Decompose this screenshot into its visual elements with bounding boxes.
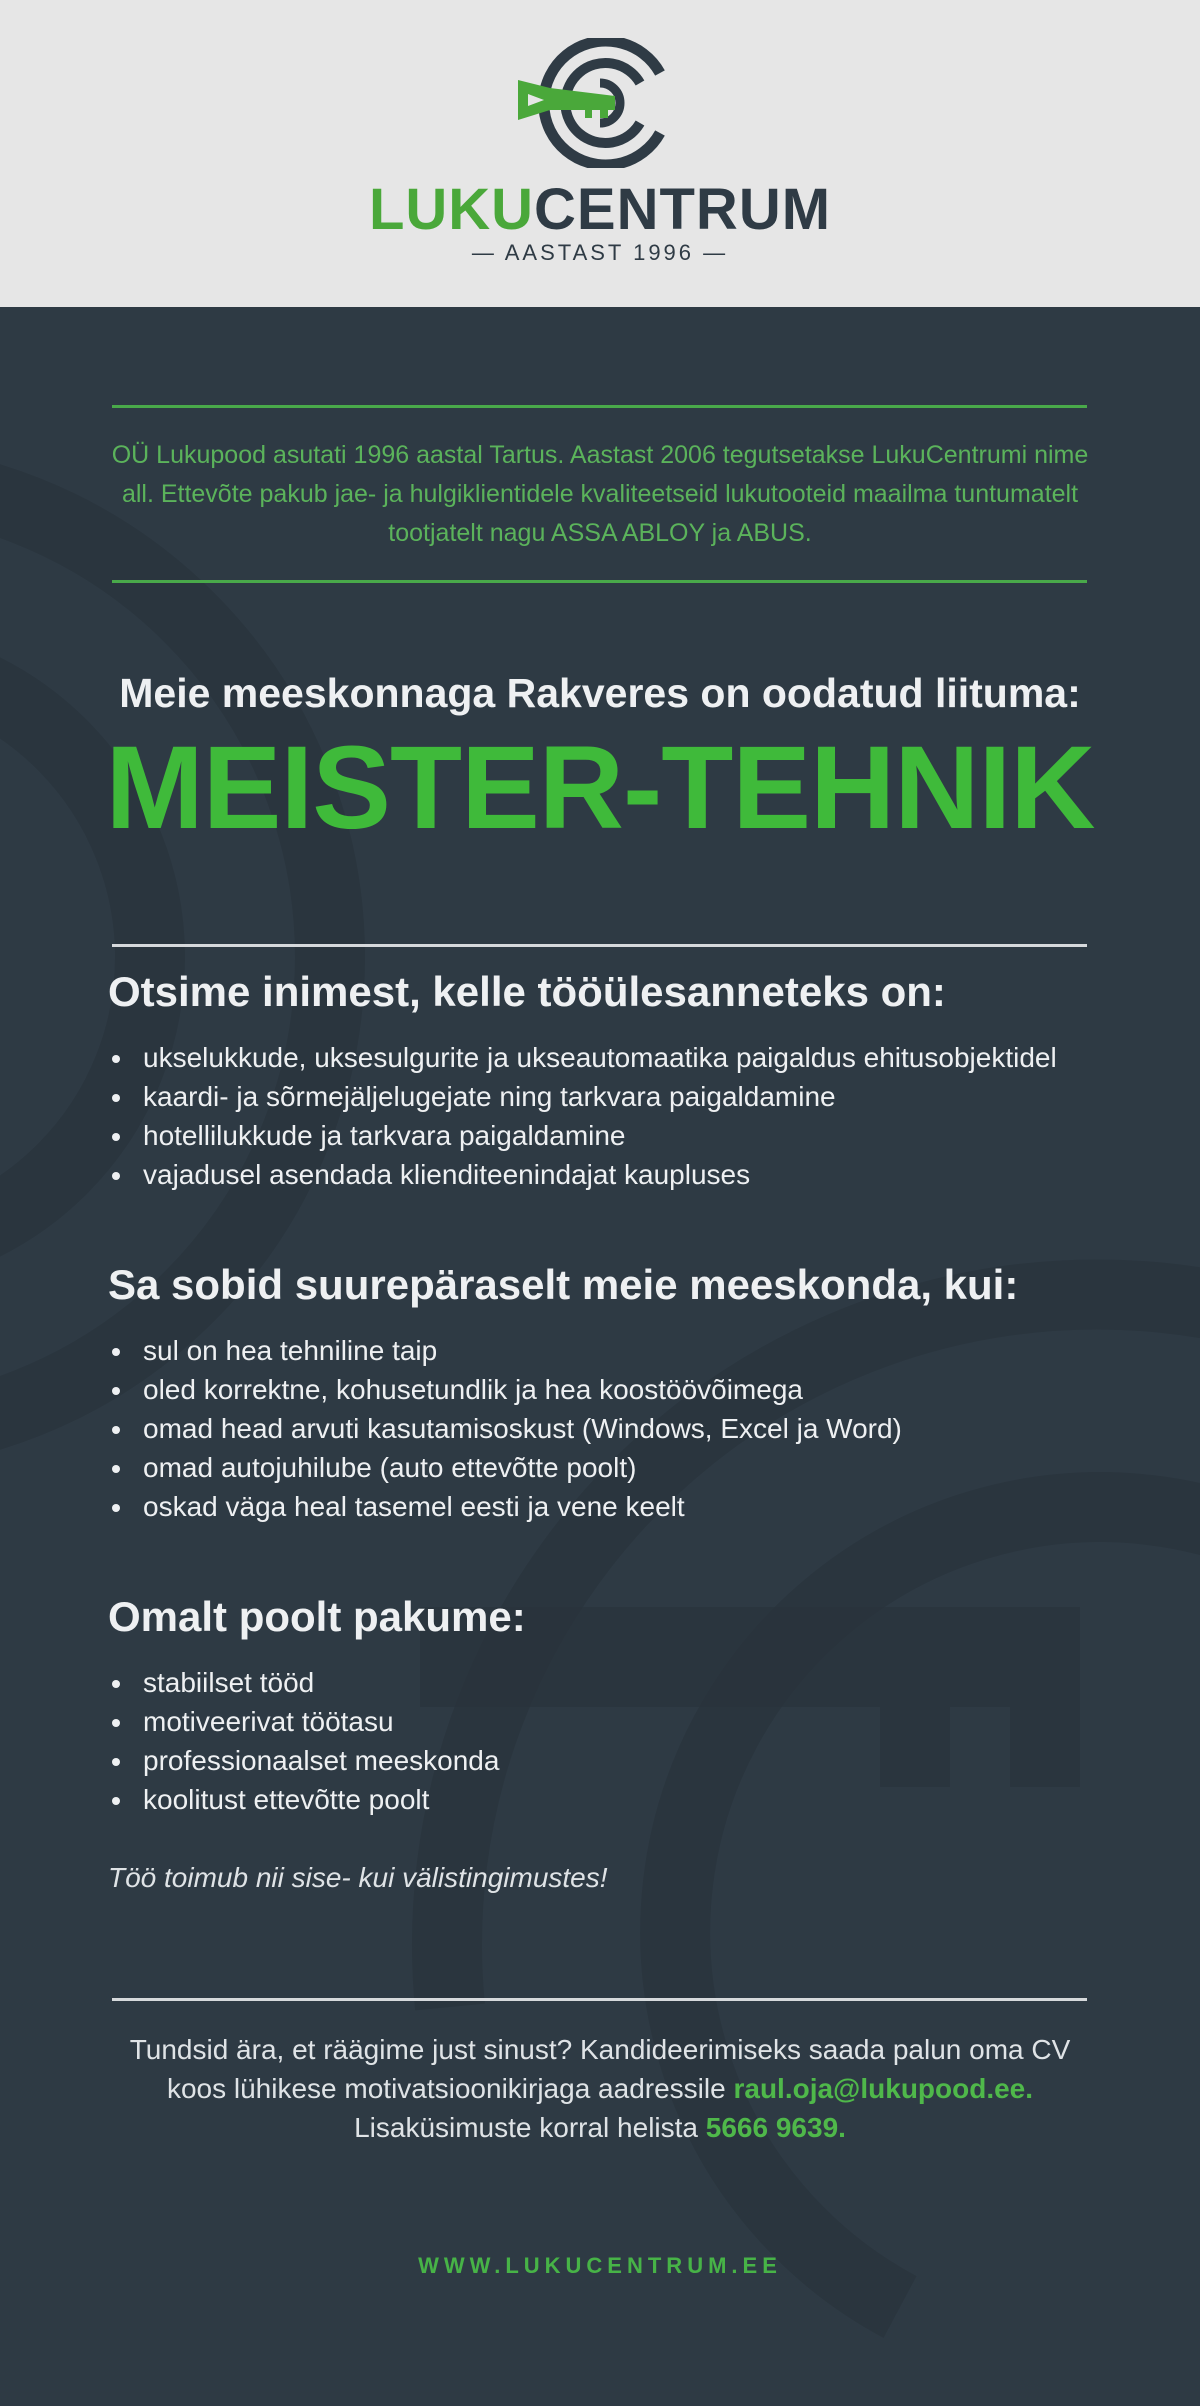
- section-requirements: [108, 1261, 1108, 1526]
- contact-line: Lisaküsimuste korral helista: [354, 2112, 698, 2143]
- list-item: sul on hea tehniline taip: [108, 1331, 1108, 1370]
- email-link[interactable]: raul.oja@lukupood.ee.: [733, 2073, 1034, 2104]
- company-intro: OÜ Lukupood asutati 1996 aastal Tartus. Aastast 2006 tegutsetakse LukuCentrumi nime all. Ettevõte pakub jae- ja hulgiklientidele kvaliteetseid lukutooteid maailma tuntumatelt tootjatelt nagu ASSA ABLOY ja ABUS.: [111, 441, 1089, 547]
- list-item: ukselukkude, uksesulgurite ja ukseautomaatika paigaldus ehitusobjektidel: [108, 1038, 1108, 1077]
- divider: [112, 1998, 1087, 2001]
- section-offer: [108, 1593, 1108, 1819]
- section-tasks: [108, 968, 1108, 1194]
- divider: [112, 944, 1087, 947]
- key-logo-icon: [510, 38, 670, 168]
- phone-link[interactable]: 5666 9639.: [705, 2112, 846, 2143]
- divider: [112, 580, 1087, 583]
- section-heading: Omalt poolt pakume:: [108, 1593, 526, 1640]
- list-item: koolitust ettevõtte poolt: [108, 1780, 1108, 1819]
- list-item: motiveerivat töötasu: [108, 1702, 1108, 1741]
- website-link[interactable]: WWW.LUKUCENTRUM.EE: [418, 2253, 782, 2278]
- list-item: hotellilukkude ja tarkvara paigaldamine: [108, 1116, 1108, 1155]
- brand-dark: CENTRUM: [534, 177, 832, 242]
- section-heading: Sa sobid suurepäraselt meie meeskonda, kui:: [108, 1261, 1019, 1308]
- job-title: MEISTER-TEHNIK: [105, 722, 1095, 854]
- section-heading: Otsime inimest, kelle tööülesanneteks on:: [108, 968, 946, 1015]
- contact-line: Tundsid ära, et räägime just sinust? Kandideerimiseks saada palun oma CV: [129, 2034, 1071, 2065]
- list-item: omad head arvuti kasutamisoskust (Windows, Excel ja Word): [108, 1409, 1108, 1448]
- list-item: kaardi- ja sõrmejäljelugejate ning tarkvara paigaldamine: [108, 1077, 1108, 1116]
- lead-heading: Meie meeskonnaga Rakveres on oodatud liituma:: [119, 670, 1081, 716]
- list-item: oled korrektne, kohusetundlik ja hea koostöövõimega: [108, 1370, 1108, 1409]
- since-tagline: — AASTAST 1996 —: [471, 240, 729, 265]
- header: [0, 0, 1200, 307]
- contact-line: koos lühikese motivatsioonikirjaga aadressile: [166, 2073, 726, 2104]
- brand-wordmark: [0, 176, 1200, 243]
- work-conditions-note: Töö toimub nii sise- kui välistingimustes!: [108, 1862, 608, 1893]
- list-item: omad autojuhilube (auto ettevõtte poolt): [108, 1448, 1108, 1487]
- list-item: oskad väga heal tasemel eesti ja vene keelt: [108, 1487, 1108, 1526]
- brand-green: LUKU: [368, 177, 535, 242]
- list-item: stabiilset tööd: [108, 1663, 1108, 1702]
- list-item: professionaalset meeskonda: [108, 1741, 1108, 1780]
- divider: [112, 405, 1087, 408]
- list-item: vajadusel asendada klienditeenindajat kaupluses: [108, 1155, 1108, 1194]
- contact-info: [0, 2030, 1200, 2147]
